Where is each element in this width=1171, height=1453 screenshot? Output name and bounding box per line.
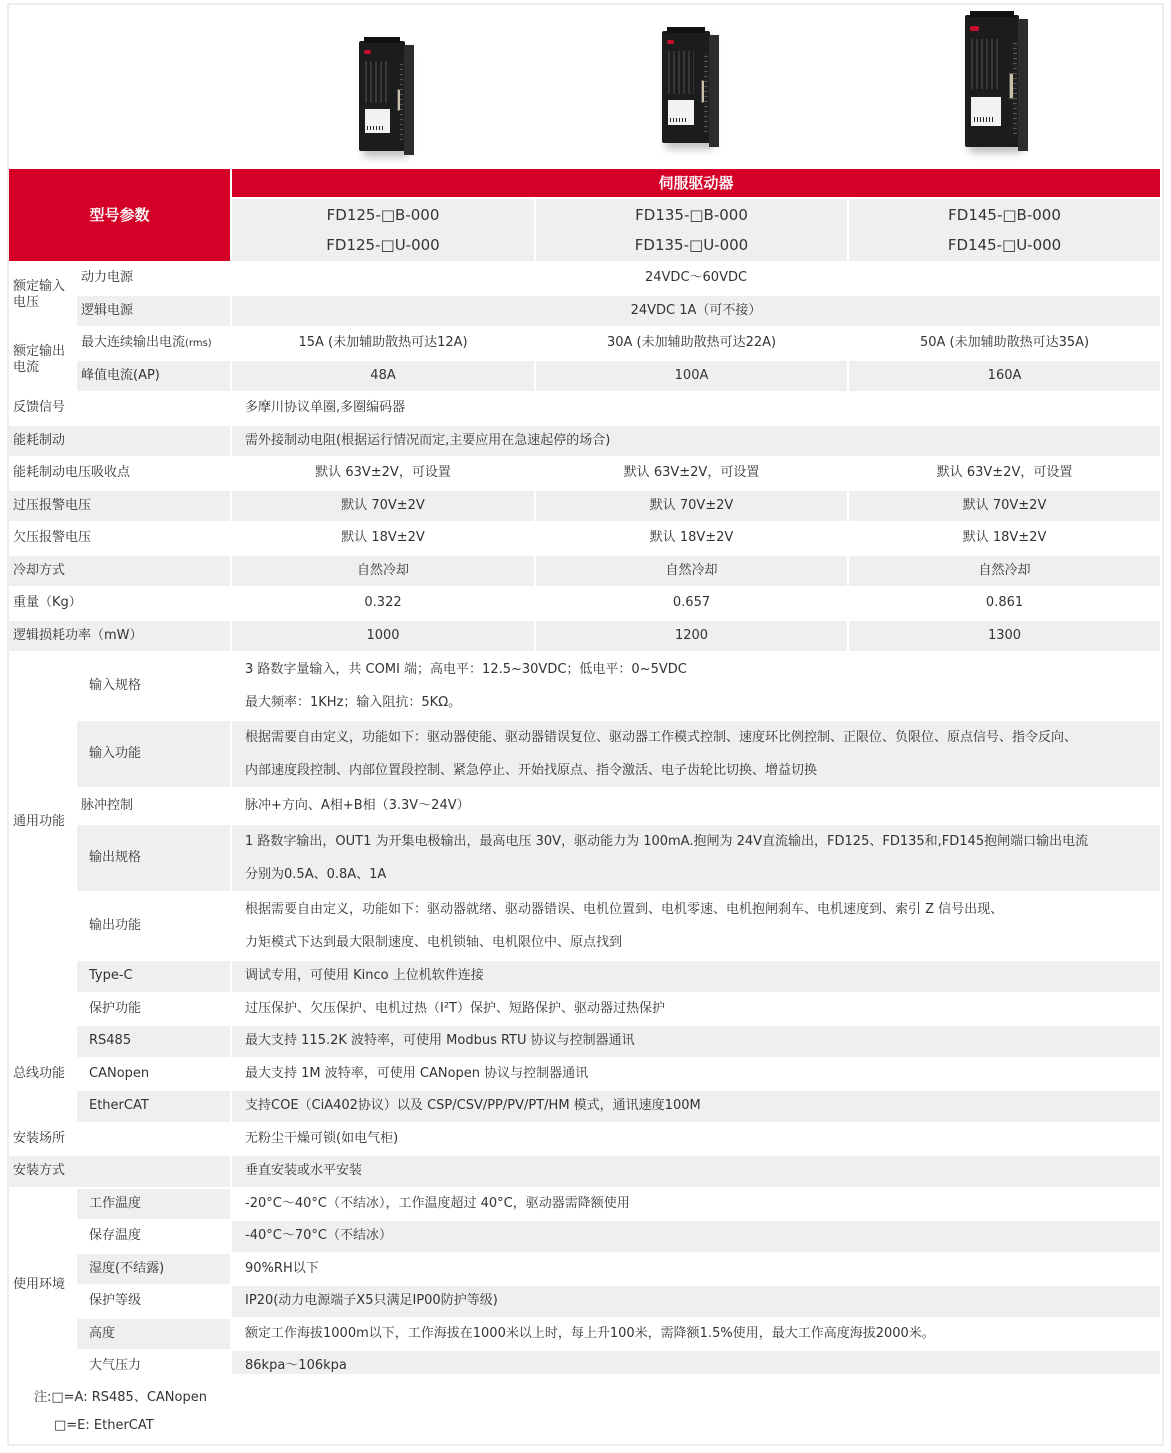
value-line: 根据需要自由定义，功能如下：驱动器就绪、驱动器错误、电机位置到、电机零速、电机抱闸刹车、电机速度到、索引 Z 信号出现、 bbox=[245, 902, 1004, 917]
table-row bbox=[9, 491, 1160, 522]
model-u: FD145-□U-000 bbox=[947, 236, 1062, 254]
row-value: 30A (未加辅助散热可达22A) bbox=[536, 328, 847, 359]
table-row bbox=[9, 1091, 1160, 1122]
row-value: 垂直安装或水平安装 bbox=[232, 1156, 1160, 1187]
table-row bbox=[9, 588, 1160, 619]
row-label-text: 最大连续输出电流 bbox=[81, 334, 186, 350]
table-row bbox=[9, 825, 1160, 891]
row-value: 默认 63V±2V，可设置 bbox=[849, 458, 1160, 489]
row-value: 1300 bbox=[849, 621, 1160, 652]
table-row bbox=[9, 789, 1160, 823]
row-label bbox=[77, 328, 230, 359]
table-row bbox=[9, 328, 1160, 359]
table-row bbox=[9, 621, 1160, 652]
row-value: 1200 bbox=[536, 621, 847, 652]
row-value: 需外接制动电阻(根据运行情况而定,主要应用在急速起停的场合) bbox=[232, 426, 1160, 457]
group-label: 总线功能 bbox=[9, 1026, 75, 1122]
table-row bbox=[9, 1059, 1160, 1090]
rms-suffix: (rms) bbox=[185, 337, 212, 349]
model-u: FD135-□U-000 bbox=[634, 236, 749, 254]
row-label: 湿度(不结露) bbox=[77, 1254, 230, 1285]
table-row bbox=[9, 1189, 1160, 1220]
row-value: 额定工作海拔1000m以下，工作海拔在1000米以上时，每上升100米，需降额1.5%使用，最大工作高度海拔2000米。 bbox=[232, 1319, 1160, 1350]
row-label: 高度 bbox=[77, 1319, 230, 1350]
row-value: 0.322 bbox=[232, 588, 534, 619]
row-value: 默认 70V±2V bbox=[849, 491, 1160, 522]
row-label: 动力电源 bbox=[77, 263, 230, 294]
row-label: EtherCAT bbox=[77, 1091, 230, 1122]
model-b: FD125-□B-000 bbox=[326, 206, 440, 224]
group-label: 额定输出电流 bbox=[9, 328, 75, 391]
row-value: 默认 63V±2V，可设置 bbox=[536, 458, 847, 489]
row-label: 能耗制动电压吸收点 bbox=[9, 458, 230, 489]
table-row bbox=[9, 296, 1160, 327]
table-row bbox=[9, 1156, 1160, 1187]
row-value: 默认 18V±2V bbox=[232, 523, 534, 554]
table-row bbox=[9, 1026, 1160, 1057]
value-line: 分别为0.5A、0.8A、1A bbox=[245, 867, 387, 882]
table-row bbox=[9, 556, 1160, 587]
product-images-row bbox=[9, 5, 1162, 165]
row-value: 自然冷却 bbox=[232, 556, 534, 587]
row-label: 欠压报警电压 bbox=[9, 523, 230, 554]
row-label: 保存温度 bbox=[77, 1221, 230, 1252]
table-row bbox=[9, 361, 1160, 392]
param-header: 型号参数 bbox=[9, 169, 230, 261]
model-u: FD125-□U-000 bbox=[326, 236, 440, 254]
value-line: 内部速度段控制、内部位置段控制、紧急停止、开始找原点、指令激活、电子齿轮比切换、增益切换 bbox=[245, 763, 818, 778]
row-label: 输出规格 bbox=[77, 825, 230, 891]
row-value: 默认 18V±2V bbox=[849, 523, 1160, 554]
table-row bbox=[9, 1286, 1160, 1317]
table-row bbox=[9, 458, 1160, 489]
row-label: 输入功能 bbox=[77, 721, 230, 787]
table-row bbox=[9, 1221, 1160, 1252]
value-line: 1 路数字输出，OUT1 为开集电极输出，最高电压 30V，驱动能力为 100mA.抱闸为 24V直流输出，FD125、FD135和,FD145抱闸端口输出电流 bbox=[245, 834, 1089, 849]
row-label: 逻辑损耗功率（mW） bbox=[9, 621, 230, 652]
table-row bbox=[9, 263, 1160, 294]
row-label: 保护等级 bbox=[77, 1286, 230, 1317]
footnote-line-1: 注:□=A: RS485、CANopen bbox=[34, 1390, 207, 1405]
model-cell-fd125 bbox=[232, 199, 534, 261]
row-value: 160A bbox=[849, 361, 1160, 392]
row-label: 保护功能 bbox=[77, 994, 230, 1025]
row-value: 24VDC～60VDC bbox=[232, 263, 1160, 294]
table-row bbox=[9, 523, 1160, 554]
row-label: 大气压力 bbox=[77, 1351, 230, 1382]
table-row bbox=[9, 961, 1160, 992]
row-value: 24VDC 1A（可不接） bbox=[232, 296, 1160, 327]
table-row bbox=[9, 1124, 1160, 1155]
table-row bbox=[9, 1319, 1160, 1350]
row-label: CANopen bbox=[77, 1059, 230, 1090]
row-label: RS485 bbox=[77, 1026, 230, 1057]
row-value: 多摩川协议单圈,多圈编码器 bbox=[232, 393, 1160, 424]
row-value: 支持COE（CiA402协议）以及 CSP/CSV/PP/PV/PT/HM 模式，通讯速度100M bbox=[232, 1091, 1160, 1122]
model-cell-fd135 bbox=[536, 199, 847, 261]
row-value: 48A bbox=[232, 361, 534, 392]
row-value bbox=[232, 653, 1160, 719]
row-value: 最大支持 115.2K 波特率，可使用 Modbus RTU 协议与控制器通讯 bbox=[232, 1026, 1160, 1057]
row-value: 50A (未加辅助散热可达35A) bbox=[849, 328, 1160, 359]
row-value: 0.861 bbox=[849, 588, 1160, 619]
row-value: 最大支持 1M 波特率，可使用 CANopen 协议与控制器通讯 bbox=[232, 1059, 1160, 1090]
row-value: 默认 70V±2V bbox=[232, 491, 534, 522]
row-value: 自然冷却 bbox=[849, 556, 1160, 587]
table-row bbox=[9, 893, 1160, 959]
model-cell-fd145 bbox=[849, 199, 1160, 261]
row-value: 脉冲+方向、A相+B相（3.3V～24V） bbox=[232, 789, 1160, 823]
row-value bbox=[232, 893, 1160, 959]
row-value: -40°C～70°C（不结冰） bbox=[232, 1221, 1160, 1252]
spec-table bbox=[7, 167, 1162, 1384]
value-line: 力矩模式下达到最大限制速度、电机锁轴、电机限位中、原点找到 bbox=[245, 935, 623, 950]
value-line: 最大频率：1KHz；输入阻抗：5KΩ。 bbox=[245, 695, 462, 710]
value-line: 3 路数字量输入，共 COMI 端；高电平：12.5~30VDC；低电平：0~5VDC bbox=[245, 662, 687, 677]
row-value: 过压保护、欠压保护、电机过热（I²T）保护、短路保护、驱动器过热保护 bbox=[232, 994, 1160, 1025]
row-value: 无粉尘干燥可锁(如电气柜) bbox=[232, 1124, 1160, 1155]
row-label: 输入规格 bbox=[77, 653, 230, 719]
table-row bbox=[9, 393, 1160, 424]
row-value: 调试专用，可使用 Kinco 上位机软件连接 bbox=[232, 961, 1160, 992]
row-value: IP20(动力电源端子X5只满足IP00防护等级) bbox=[232, 1286, 1160, 1317]
model-b: FD135-□B-000 bbox=[635, 206, 748, 224]
row-label: 安装方式 bbox=[9, 1156, 230, 1187]
table-row bbox=[9, 994, 1160, 1025]
row-label: 冷却方式 bbox=[9, 556, 230, 587]
empty-group-cell bbox=[9, 994, 75, 1025]
value-line: 根据需要自由定义，功能如下：驱动器使能、驱动器错误复位、驱动器工作模式控制、速度环比例控制、正限位、负限位、原点信号、指令反向、 bbox=[245, 730, 1078, 745]
group-label: 使用环境 bbox=[9, 1189, 75, 1382]
row-value: 自然冷却 bbox=[536, 556, 847, 587]
table-row bbox=[9, 426, 1160, 457]
row-label: 输出功能 bbox=[77, 893, 230, 959]
row-label: 逻辑电源 bbox=[77, 296, 230, 327]
row-label: 重量（Kg） bbox=[9, 588, 230, 619]
row-label: 反馈信号 bbox=[9, 393, 230, 424]
category-header: 伺服驱动器 bbox=[232, 169, 1160, 197]
model-b: FD145-□B-000 bbox=[948, 206, 1061, 224]
table-row bbox=[9, 653, 1160, 719]
table-row bbox=[9, 1254, 1160, 1285]
row-value bbox=[232, 721, 1160, 787]
row-label: 能耗制动 bbox=[9, 426, 230, 457]
group-label: 通用功能 bbox=[9, 653, 75, 992]
row-label: 峰值电流(AP) bbox=[77, 361, 230, 392]
row-label: 工作温度 bbox=[77, 1189, 230, 1220]
row-label: 过压报警电压 bbox=[9, 491, 230, 522]
row-value: 90%RH以下 bbox=[232, 1254, 1160, 1285]
group-label: 额定输入电压 bbox=[9, 263, 75, 326]
row-value: 1000 bbox=[232, 621, 534, 652]
row-value: 默认 18V±2V bbox=[536, 523, 847, 554]
row-label: 脉冲控制 bbox=[77, 789, 230, 823]
row-value bbox=[232, 825, 1160, 891]
table-row bbox=[9, 721, 1160, 787]
row-value: 默认 63V±2V，可设置 bbox=[232, 458, 534, 489]
row-value: 15A (未加辅助散热可达12A) bbox=[232, 328, 534, 359]
footnote-line-2: □=E: EtherCAT bbox=[54, 1418, 154, 1433]
row-value: 0.657 bbox=[536, 588, 847, 619]
footnote bbox=[9, 1374, 1162, 1444]
row-value: -20°C～40°C（不结冰），工作温度超过 40°C，驱动器需降额使用 bbox=[232, 1189, 1160, 1220]
row-value: 100A bbox=[536, 361, 847, 392]
row-label: Type-C bbox=[77, 961, 230, 992]
row-value: 86kpa～106kpa bbox=[232, 1351, 1160, 1382]
row-value: 默认 70V±2V bbox=[536, 491, 847, 522]
row-label: 安装场所 bbox=[9, 1124, 230, 1155]
